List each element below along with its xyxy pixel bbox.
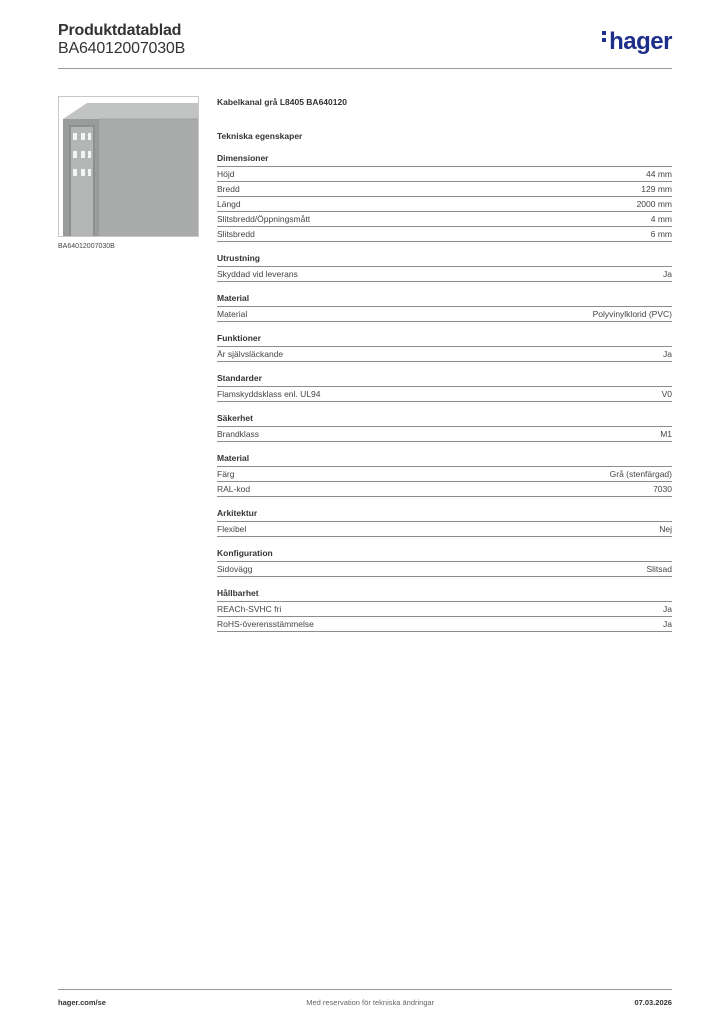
footer-divider [58,989,672,990]
property-label: Är självsläckande [217,349,284,359]
property-label: RoHS-överensstämmelse [217,619,314,629]
section-title: Material [217,453,250,463]
footer [58,998,672,1007]
property-label: Skyddad vid leverans [217,269,298,279]
property-row [217,616,672,632]
property-value: 4 mm [650,214,672,224]
property-row [217,601,672,616]
property-section [217,452,672,497]
property-value: 2000 mm [636,199,672,209]
property-label: Slitsbredd/Öppningsmått [217,214,311,224]
property-label: Längd [217,199,241,209]
property-label: REACh-SVHC fri [217,604,282,614]
property-value: Polyvinylklorid (PVC) [592,309,672,319]
footer-disclaimer: Med reservation för tekniska ändringar [306,998,435,1007]
property-row [217,426,672,442]
property-row [217,561,672,577]
property-row [217,266,672,282]
property-label: Höjd [217,169,235,179]
product-name: Kabelkanal grå L8405 BA640120 [217,97,347,107]
section-title: Dimensioner [217,153,269,163]
property-row [217,196,672,211]
section-title: Konfiguration [217,548,273,558]
property-value: M1 [660,429,672,439]
section-title: Utrustning [217,253,260,263]
hager-logo[interactable] [602,28,672,56]
property-row [217,466,672,481]
logo-dots-icon [602,31,607,45]
product-image [58,96,199,237]
property-section [217,507,672,537]
section-title: Arkitektur [217,508,258,518]
property-label: Material [217,309,248,319]
section-title: Standarder [217,373,262,383]
property-label: Flexibel [217,524,247,534]
header-divider [58,68,672,69]
property-section [217,587,672,632]
property-section [217,332,672,362]
property-section [217,152,672,242]
property-section [217,547,672,577]
property-row [217,181,672,196]
property-row [217,166,672,181]
section-title: Hållbarhet [217,588,259,598]
property-section [217,252,672,282]
property-label: Bredd [217,184,240,194]
property-row [217,211,672,226]
property-label: Brandklass [217,429,260,439]
section-title: Material [217,293,250,303]
property-row [217,386,672,402]
property-section [217,292,672,322]
property-value: V0 [661,389,672,399]
logo-text: hager [609,28,672,55]
document-title: Produktdatablad [58,22,182,39]
properties-sections [217,152,672,632]
section-title: Säkerhet [217,413,253,423]
property-label: RAL-kod [217,484,251,494]
footer-date: 07.03.2026 [634,998,672,1007]
property-value: 44 mm [646,169,672,179]
property-label: Slitsbredd [217,229,255,239]
property-row [217,226,672,242]
property-value: Grå (stenfärgad) [609,469,672,479]
property-label: Sidovägg [217,564,253,574]
footer-site-link[interactable]: hager.com/se [58,998,106,1007]
cable-duct-illustration [59,97,198,236]
image-caption: BA64012007030B [58,243,115,250]
property-value: Slitsad [646,564,672,574]
properties-heading: Tekniska egenskaper [217,131,303,141]
property-value: Nej [659,524,672,534]
product-code: BA64012007030B [58,40,186,57]
property-value: 6 mm [650,229,672,239]
property-value: Ja [663,269,672,279]
property-section [217,412,672,442]
property-row [217,521,672,537]
property-label: Flamskyddsklass enl. UL94 [217,389,321,399]
property-row [217,481,672,497]
property-value: Ja [663,604,672,614]
property-value: Ja [663,619,672,629]
property-row [217,346,672,362]
property-value: Ja [663,349,672,359]
property-label: Färg [217,469,235,479]
property-value: 7030 [653,484,672,494]
property-value: 129 mm [641,184,672,194]
property-section [217,372,672,402]
product-properties [217,96,672,642]
property-row [217,306,672,322]
section-title: Funktioner [217,333,261,343]
